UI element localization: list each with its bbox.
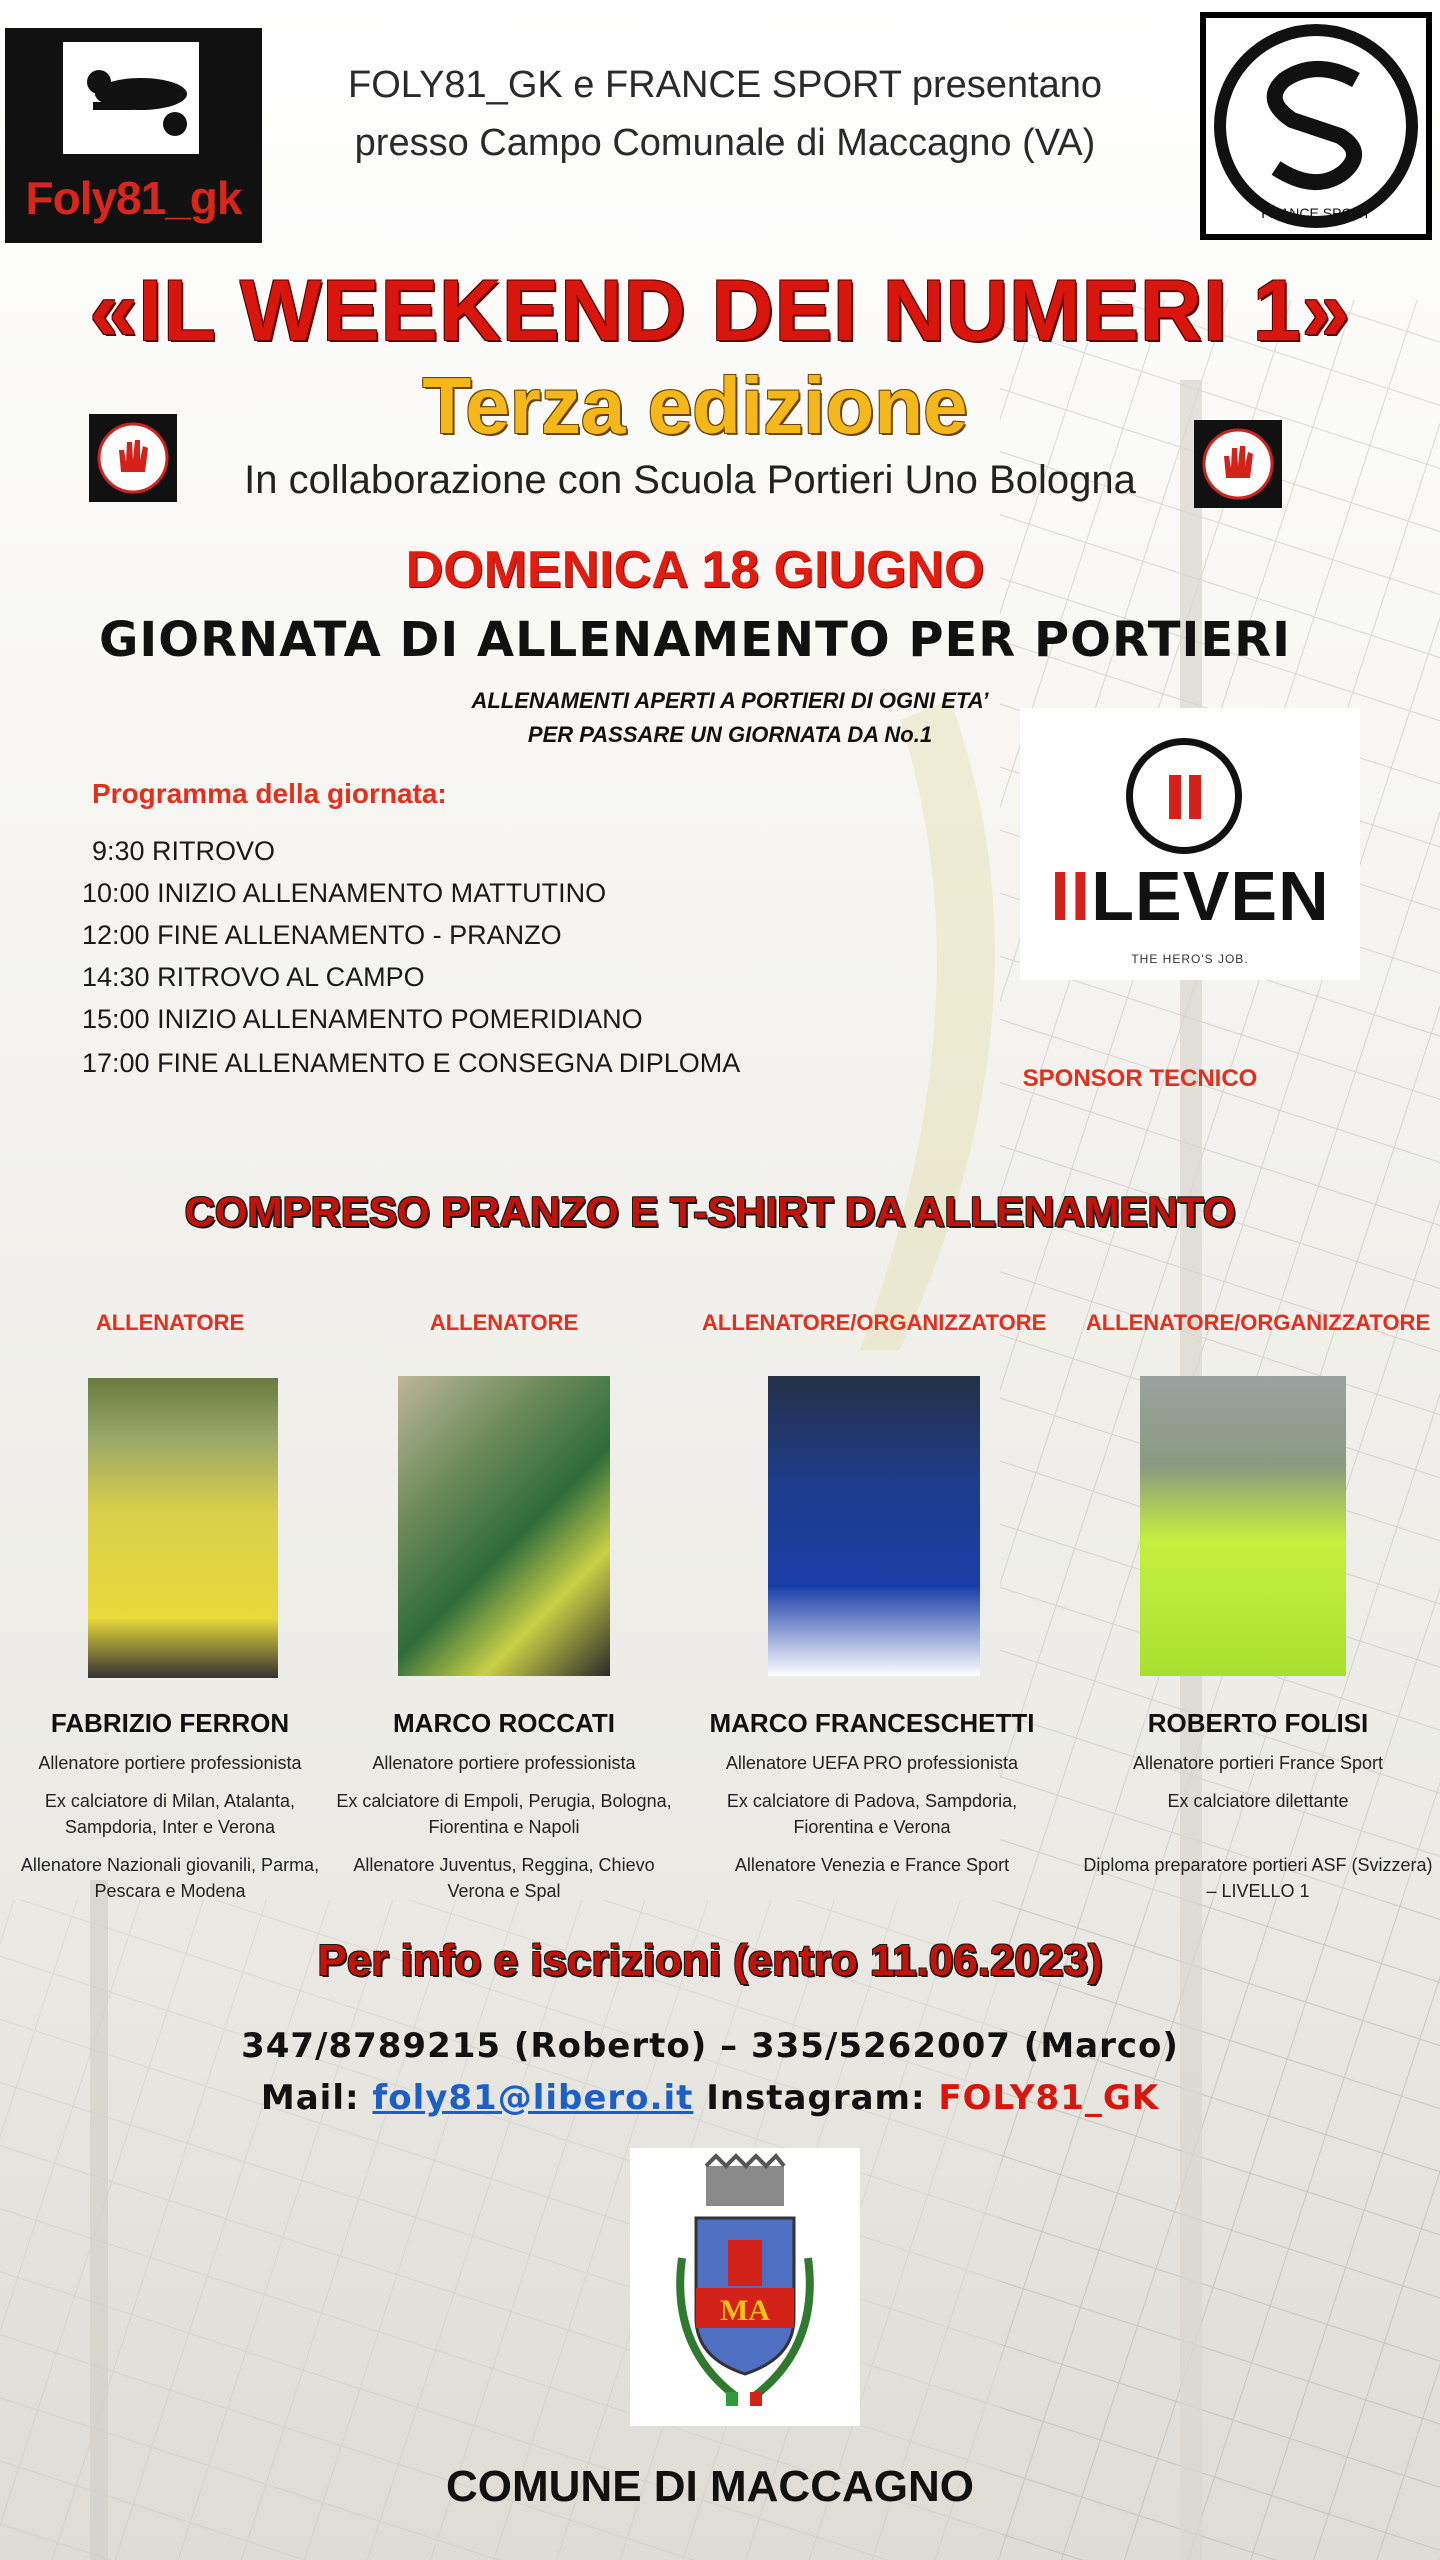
email-link[interactable]: foly81@libero.it [372,2078,694,2118]
venue-line: presso Campo Comunale di Maccagno (VA) [354,122,1096,164]
scuola-portieri-badge-left [89,414,177,502]
coach-desc: Ex calciatore di Milan, Atalanta, Sampdoria, Inter e Verona [44,1791,296,1837]
coach-desc: Ex calciatore dilettante [1167,1791,1349,1811]
coach-desc: Allenatore Juventus, Reggina, Chievo Verona e Spal [353,1855,655,1901]
france-sport-emblem-icon [1206,18,1426,234]
edition-subtitle: Terza edizione [422,361,968,450]
glove-badge-icon [89,414,177,502]
coach-photo [1140,1376,1346,1676]
scuola-portieri-badge-right [1194,420,1282,508]
france-sport-logo [1200,12,1432,240]
phone-numbers: 347/8789215 (Roberto) – 335/5262007 (Marco) [241,2026,1179,2066]
collaboration-line: In collaborazione con Scuola Portieri Uno Bologna [244,458,1136,502]
program-item: 14:30 RITROVO AL CAMPO [82,962,425,992]
included-banner: COMPRESO PRANZO E T-SHIRT DA ALLENAMENTO [184,1188,1236,1235]
coach-role: ALLENATORE [429,1310,579,1335]
coach-name: MARCO FRANCESCHETTI [709,1708,1035,1738]
coach-desc: Allenatore portiere professionista [38,1753,302,1773]
coach-desc: Diploma preparatore portieri ASF (Svizzera) – LIVELLO 1 [1083,1855,1433,1901]
event-title: «IL WEEKEND DEI NUMERI 1» [89,263,1351,359]
coach-photo [88,1378,278,1678]
coach-desc: Allenatore portieri France Sport [1132,1753,1384,1773]
france-sport-logo-text: FRANCE SPORT [1261,205,1371,221]
training-day-title: GIORNATA DI ALLENAMENTO PER PORTIERI [99,612,1291,668]
eleven-brand-prefix: II [1050,857,1092,935]
mail-label: Mail: [260,2078,360,2118]
crest-letters: MA [720,2294,770,2327]
coach-desc: Allenatore portiere professionista [372,1753,636,1773]
program-item: 12:00 FINE ALLENAMENTO - PRANZO [82,920,562,950]
coach-name: FABRIZIO FERRON [50,1708,290,1738]
instagram-label: Instagram: [706,2078,926,2118]
presenters-line: FOLY81_GK e FRANCE SPORT presentano [347,64,1102,106]
foly81-logo [5,28,262,243]
program-item: 15:00 INIZIO ALLENAMENTO POMERIDIANO [82,1004,643,1034]
eleven-ring-icon [1126,738,1242,854]
coach-role: ALLENATORE [95,1310,245,1335]
coach-card [0,1310,340,1901]
coach-card [334,1310,674,1901]
maccagno-crest [630,2148,860,2426]
glove-badge-icon [1194,420,1282,508]
coach-role: ALLENATORE/ORGANIZZATORE [1085,1310,1431,1335]
program-item: 10:00 INIZIO ALLENAMENTO MATTUTINO [82,878,607,908]
coach-photo [398,1376,610,1676]
program-item: 9:30 RITROVO [92,836,276,866]
coach-desc: Ex calciatore di Empoli, Perugia, Bologna, Fiorentina e Napoli [336,1791,672,1837]
event-date: DOMENICA 18 GIUGNO [405,541,985,599]
goalkeeper-logo-icon [63,42,199,154]
eleven-tagline: THE HERO'S JOB. [1131,952,1249,966]
coach-card [702,1310,1047,1875]
program-title: Programma della giornata: [92,778,447,809]
number-one-day-line: PER PASSARE UN GIORNATA DA No.1 [527,722,933,747]
info-title: Per info e iscrizioni (entro 11.06.2023) [317,1936,1103,1985]
coach-card [1076,1310,1440,1901]
coach-desc: Allenatore UEFA PRO professionista [725,1753,1019,1773]
coach-name: MARCO ROCCATI [393,1708,615,1738]
eleven-sponsor-logo [1020,708,1360,980]
municipal-crest-icon [630,2148,860,2426]
municipality-footer: COMUNE DI MACCAGNO [446,2462,974,2511]
coach-photo [768,1376,980,1676]
coach-role: ALLENATORE/ORGANIZZATORE [702,1310,1047,1335]
foly81-brand-text: Foly81_gk [25,172,242,224]
coach-name: ROBERTO FOLISI [1147,1708,1369,1738]
open-to-all-line: ALLENAMENTI APERTI A PORTIERI DI OGNI ETA’ [471,688,989,713]
program-item: 17:00 FINE ALLENAMENTO E CONSEGNA DIPLOMA [82,1048,741,1078]
coach-desc: Ex calciatore di Padova, Sampdoria, Fiorentina e Verona [726,1791,1018,1837]
eleven-brand-text [1020,856,1360,936]
eleven-brand-rest: LEVEN [1091,857,1330,935]
sponsor-label: SPONSOR TECNICO [1022,1065,1258,1092]
coach-desc: Allenatore Nazionali giovanili, Parma, Pescara e Modena [20,1855,320,1901]
contact-line [0,2078,1420,2118]
coach-desc: Allenatore Venezia e France Sport [734,1855,1010,1875]
instagram-handle[interactable]: FOLY81_GK [938,2078,1160,2118]
